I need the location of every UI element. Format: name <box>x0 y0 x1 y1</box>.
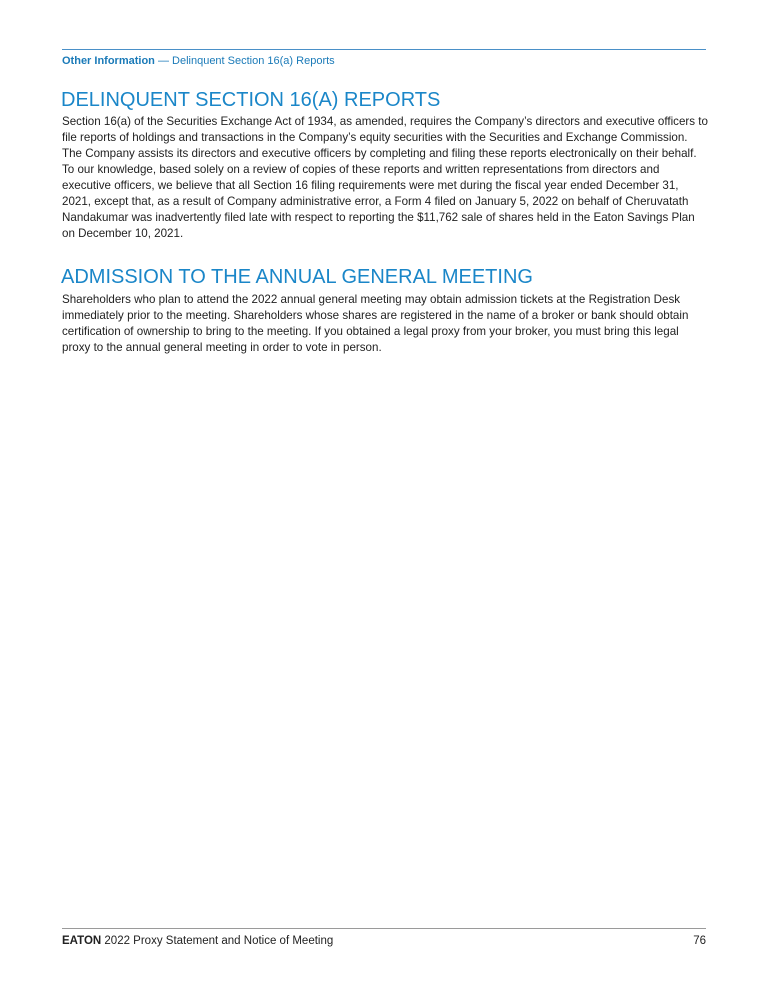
header-divider <box>62 49 706 50</box>
running-header <box>62 54 335 68</box>
header-subsection-name: Delinquent Section 16(a) Reports <box>172 55 335 67</box>
section-heading-delinquent-reports: DELINQUENT SECTION 16(A) REPORTS <box>61 89 441 111</box>
footer-document-title <box>62 934 333 948</box>
section-body-admission: Shareholders who plan to attend the 2022 annual general meeting may obtain admission tickets at the Registration Desk immediately prior to the meeting. Shareholders whose shares are registered in the name of a broker or bank should obtain certification of ownership to bring to the meeting. If you obtained a legal proxy from your broker, you must bring this legal proxy to the annual general meeting in order to vote in person. <box>62 293 689 354</box>
footer-divider <box>62 928 706 929</box>
footer-brand: EATON <box>62 935 102 947</box>
header-separator: — <box>154 55 173 67</box>
page-number: 76 <box>693 935 706 947</box>
header-section-name: Other Information <box>62 55 155 67</box>
section-body-delinquent-reports: Section 16(a) of the Securities Exchange Act of 1934, as amended, requires the Company’s directors and executive officers to file reports of holdings and transactions in the Company’s equity securities with the Securities and Exchange Commission. The Company assists its directors and executive officers by completing and filing these reports electronically on their behalf. To our knowledge, based solely on a review of copies of these reports and written representations from directors and executive officers, we believe that all Section 16 filing requirements were met during the fiscal year ended December 31, 2021, except that, as a result of Company administrative error, a Form 4 filed on January 5, 2022 on behalf of Cheruvatath Nandakumar was inadvertently filed late with respect to reporting the $11,762 sale of shares held in the Eaton Savings Plan on December 10, 2021. <box>62 115 708 240</box>
section-heading-admission: ADMISSION TO THE ANNUAL GENERAL MEETING <box>61 266 533 288</box>
footer-title: 2022 Proxy Statement and Notice of Meeting <box>101 935 334 947</box>
